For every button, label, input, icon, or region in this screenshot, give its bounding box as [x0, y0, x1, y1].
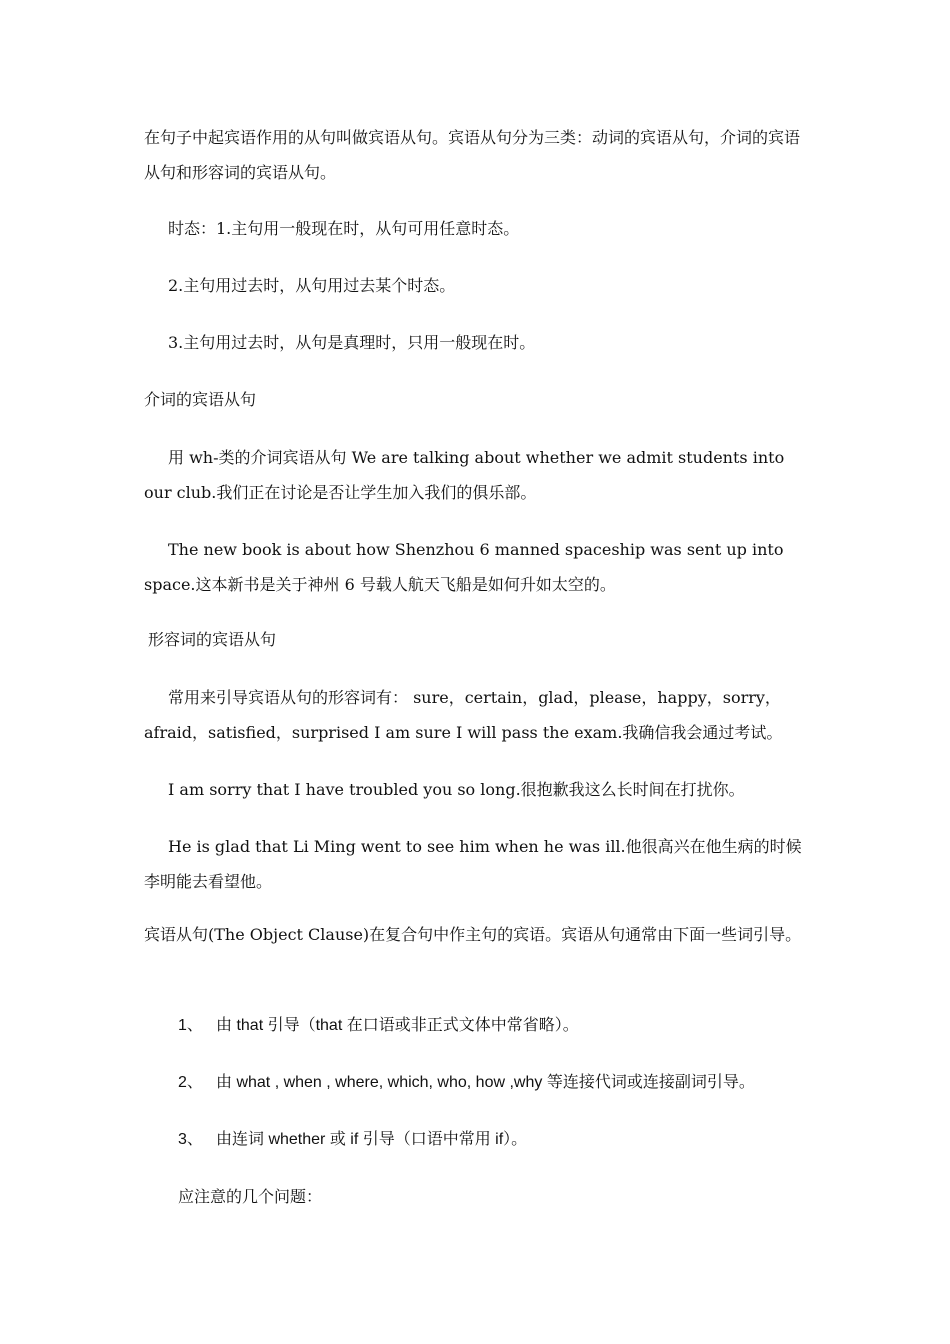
- heading-preposition-clause: 介词的宾语从句: [144, 390, 257, 409]
- object-clause-definition: 宾语从句(The Object Clause)在复合句中作主句的宾语。宾语从句通常由下面一些词引导。: [144, 925, 802, 944]
- adjective-example-1: I am sorry that I have troubled you so long.很抱歉我这么长时间在打扰你。: [168, 780, 745, 799]
- list-text: 由 that 引导（that 在口语或非正式文体中常省略）。: [216, 1017, 579, 1034]
- list-text: 由连词 whether 或 if 引导（口语中常用 if）。: [216, 1131, 528, 1148]
- preposition-example-2: The new book is about how Shenzhou 6 manned spaceship was sent up into space.这本新书是关于神州 6 号载人航天飞船是如何升如太空的。: [144, 540, 784, 594]
- list-item: [178, 1065, 818, 1100]
- list-item: [178, 1122, 818, 1157]
- list-number: 1、: [178, 1017, 203, 1034]
- notes-heading: 应注意的几个问题：: [178, 1187, 323, 1206]
- tense-rule-1: 时态：1.主句用一般现在时，从句可用任意时态。: [168, 219, 520, 238]
- tense-rule-3: 3.主句用过去时，从句是真理时，只用一般现在时。: [168, 333, 536, 352]
- adjective-intro: 常用来引导宾语从句的形容词有： sure，certain，glad，please，happy，sorry，afraid，satisfied，surprised I am sure I will pass the exam.我确信我会通过考试。: [144, 688, 783, 742]
- list-number: 2、: [178, 1074, 203, 1091]
- tense-rule-2: 2.主句用过去时，从句用过去某个时态。: [168, 276, 456, 295]
- list-item: [178, 1008, 818, 1043]
- intro-paragraph: 在句子中起宾语作用的从句叫做宾语从句。宾语从句分为三类：动词的宾语从句，介词的宾语从句和形容词的宾语从句。: [144, 128, 801, 182]
- preposition-example-1: 用 wh-类的介词宾语从句 We are talking about whether we admit students into our club.我们正在讨论是否让学生加入我们的俱乐部。: [144, 448, 785, 502]
- list-text: 由 what , when , where, which, who, how ,why 等连接代词或连接副词引导。: [216, 1074, 755, 1091]
- list-number: 3、: [178, 1131, 203, 1148]
- adjective-example-2: He is glad that Li Ming went to see him when he was ill.他很高兴在他生病的时候李明能去看望他。: [144, 837, 802, 891]
- heading-adjective-clause: 形容词的宾语从句: [148, 630, 277, 649]
